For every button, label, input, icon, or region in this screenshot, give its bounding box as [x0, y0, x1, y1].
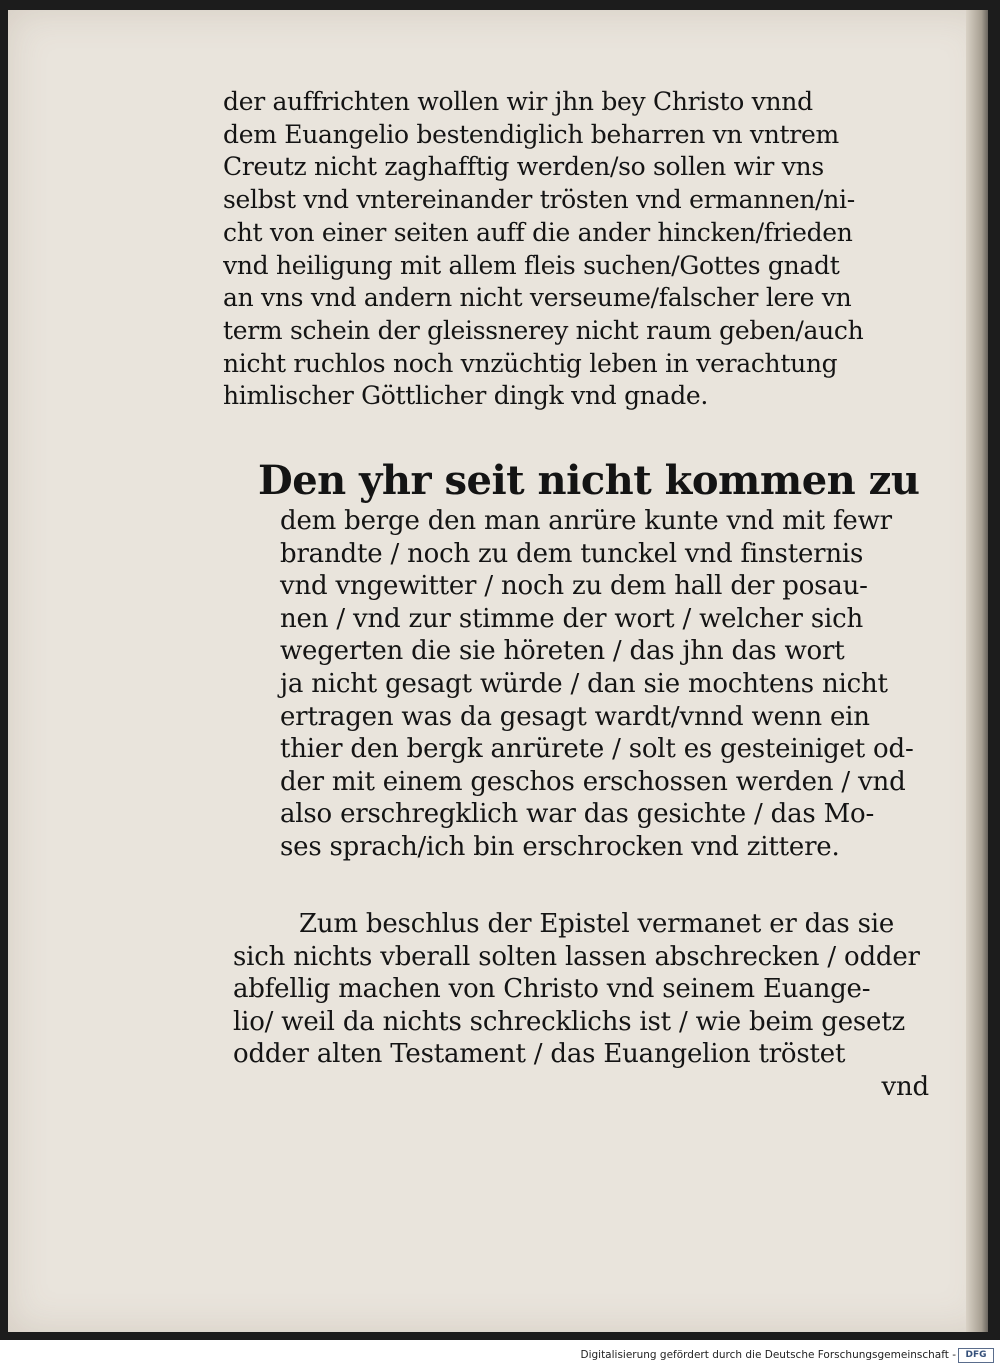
text-line: term schein der gleissnerey nicht raum geben/auch [223, 315, 864, 345]
catchword: vnd [881, 1071, 929, 1102]
text-line: himlischer Göttlicher dingk vnd gnade. [223, 381, 709, 411]
text-line: Zum beschlus der Epistel vermanet er das sie [299, 909, 895, 939]
paragraph-1 [223, 86, 933, 413]
text-line: odder alten Testament / das Euangelion tröstet [233, 1039, 846, 1070]
text-line: ses sprach/ich bin erschrocken vnd zittere. [280, 831, 840, 862]
text-line: ertragen was da gesagt wardt/vnnd wenn ein [280, 701, 870, 732]
text-line: cht von einer seiten auff die ander hincken/frieden [223, 217, 853, 247]
text-line: ja nicht gesagt würde / dan sie mochtens nicht [280, 668, 888, 699]
quote-opening-line: Den yhr seit nicht kommen zu [258, 457, 920, 504]
text-line: thier den bergk anrürete / solt es gesteiniget od- [280, 734, 914, 765]
text-line: brandte / noch zu dem tunckel vnd finsternis [280, 538, 864, 569]
text-line: der auffrichten wollen wir jhn bey Christo vnnd [223, 87, 813, 116]
text-line: der mit einem geschos erschossen werden / vnd [280, 766, 906, 797]
text-line: dem berge den man anrüre kunte vnd mit fewr [280, 506, 892, 536]
text-line: dem Euangelio bestendiglich beharren vn vntrem [223, 119, 839, 149]
text-line: vnd heiligung mit allem fleis suchen/Gottes gnadt [223, 250, 840, 280]
funding-credit: Digitalisierung gefördert durch die Deutsche Forschungsgemeinschaft - [580, 1349, 956, 1361]
text-line: wegerten die sie höreten / das jhn das wort [280, 636, 845, 667]
text-line: lio/ weil da nichts schrecklichs ist / wie beim gesetz [233, 1006, 905, 1037]
text-line: an vns vnd andern nicht verseume/falscher lere vn [223, 283, 852, 313]
text-line: vnd vngewitter / noch zu dem hall der posau- [280, 571, 868, 602]
book-page [8, 10, 988, 1332]
page-edge-shadow [966, 10, 988, 1332]
text-line: also erschregklich war das gesichte / das Mo- [280, 799, 875, 830]
paragraph-3 [233, 908, 933, 1104]
text-line: abfellig machen von Christo vnd seinem Euange- [233, 974, 871, 1005]
text-line: Creutz nicht zaghafftig werden/so sollen wir vns [223, 152, 824, 182]
text-line: nen / vnd zur stimme der wort / welcher sich [280, 603, 864, 634]
scripture-quote [258, 457, 938, 864]
text-line: selbst vnd vntereinander trösten vnd ermannen/ni- [223, 185, 855, 215]
dfg-logo-icon: DFG [958, 1348, 994, 1363]
text-line: sich nichts vberall solten lassen abschrecken / odder [233, 941, 920, 972]
text-line: nicht ruchlos noch vnzüchtig leben in verachtung [223, 348, 838, 378]
